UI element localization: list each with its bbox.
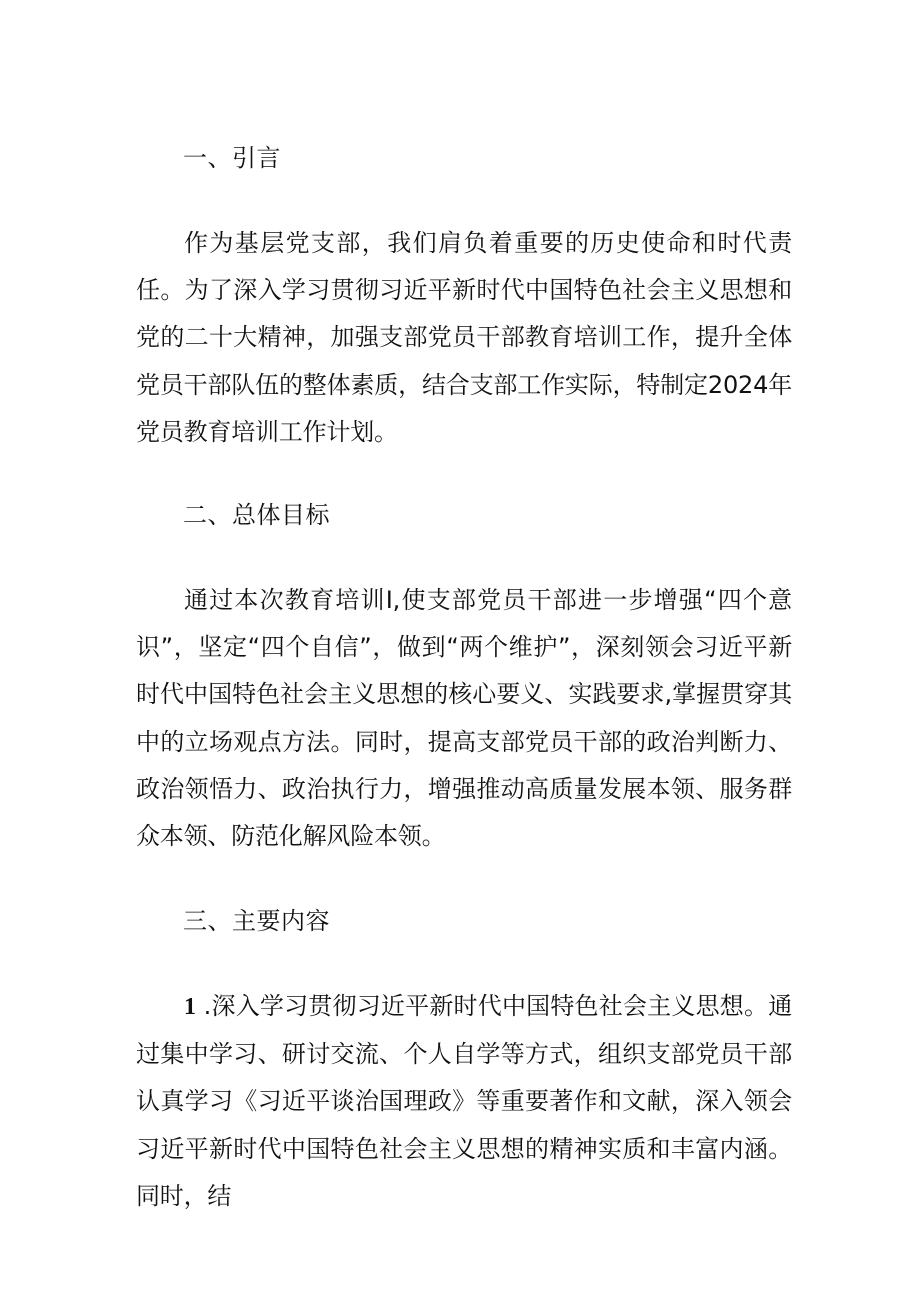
section-paragraph-introduction: 作为基层党支部，我们肩负着重要的历史使命和时代责任。为了深入学习贯彻习近平新时代中国特色社会主义思想和党的二十大精神，加强支部党员干部教育培训工作，提升全体党员干部队伍的整体素质，结合支部工作实际，特制定2024年党员教育培训工作计划。 (136, 229, 792, 446)
section-heading-overall-goals: 二、总体目标 (183, 501, 330, 529)
item-number: 1 (184, 994, 196, 1020)
section-paragraph-overall-goals: 通过本次教育培训I,使支部党员干部进一步增强“四个意识”，坚定“四个自信”，做到“两个维护”，深刻领会习近平新时代中国特色社会主义思想的核心要义、实践要求,掌握贯穿其中的立场观点方法。同时，提高支部党员干部的政治判断力、政治领悟力、政治执行力，增强推动高质量发展本领、服务群众本领、防范化解风险本领。 (136, 586, 792, 851)
section-heading-main-content: 三、主要内容 (183, 907, 330, 935)
section-paragraph-main-content (136, 983, 792, 1220)
section-heading-introduction: 一、引言 (183, 144, 281, 172)
item-text: .深入学习贯彻习近平新时代中国特色社会主义思想。通过集中学习、研讨交流、个人自学等方式，组织支部党员干部认真学习《习近平谈治国理政》等重要著作和文献，深入领会习近平新时代中国特色社会主义思想的精神实质和丰富内涵。同时，结 (136, 992, 792, 1210)
